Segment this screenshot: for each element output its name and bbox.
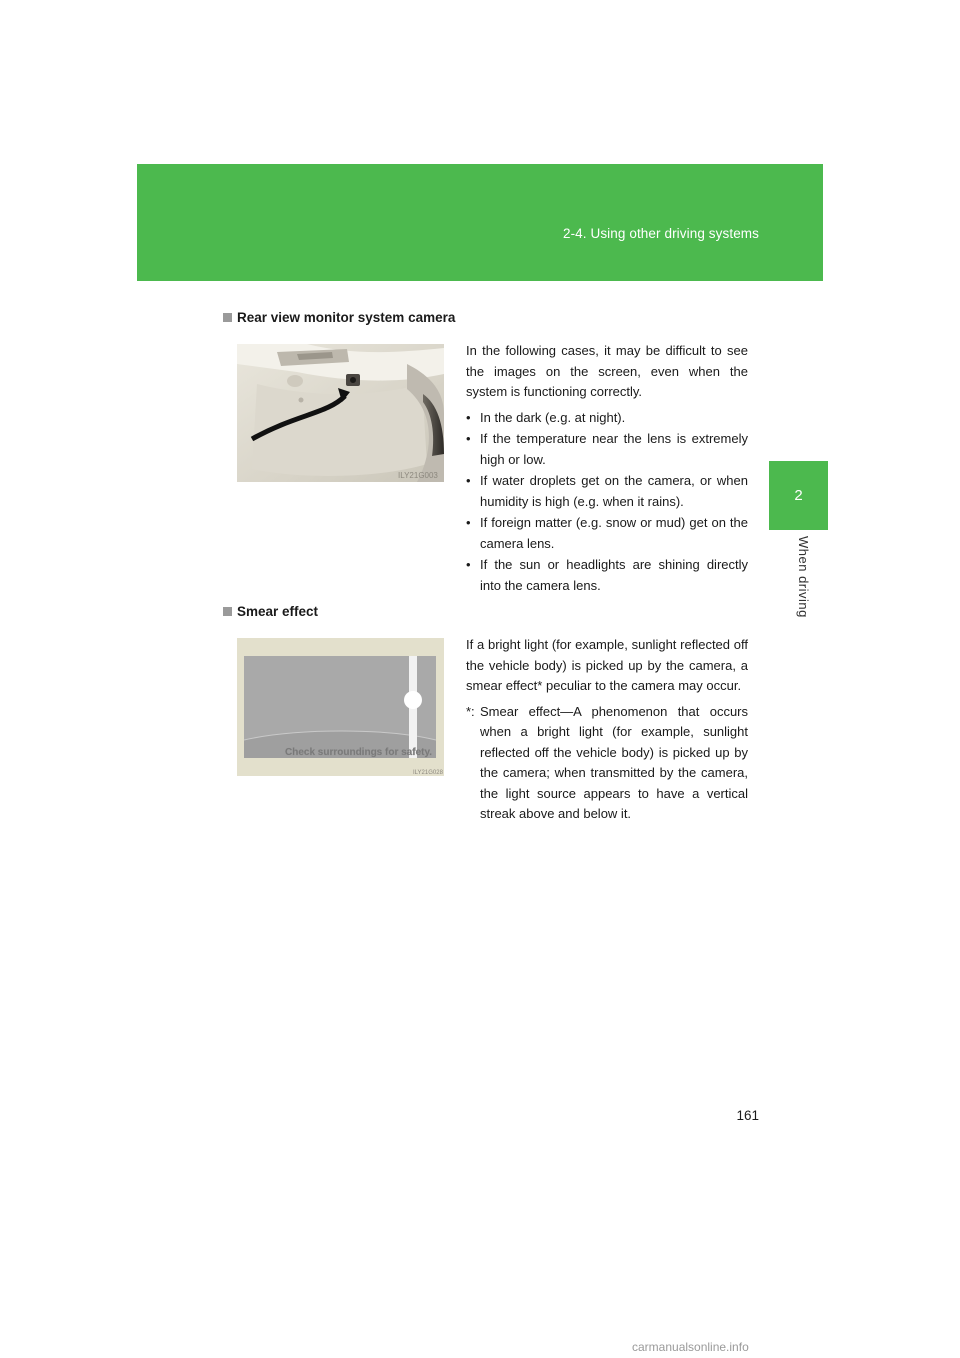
chapter-tab [769,461,828,530]
square-bullet-icon [223,607,232,616]
square-bullet-icon [223,313,232,322]
camera-illustration [237,344,444,482]
bullet-dot-icon: • [466,515,471,530]
smear-heading-text: Smear effect [237,604,319,619]
list-item: • If foreign matter (e.g. snow or mud) get on the camera lens. [466,513,748,554]
bullet-dot-icon: • [466,473,471,488]
smear-illustration [237,638,444,776]
screen-caption: Check surroundings for safety. [285,747,433,758]
camera-heading [223,310,455,325]
list-item: • If the temperature near the lens is extremely high or low. [466,429,748,470]
smear-figure [237,638,444,776]
smear-text [466,635,748,825]
header-band [137,164,823,281]
camera-figure [237,344,444,482]
section-title: 2-4. Using other driving systems [562,226,759,241]
watermark: carmanualsonline.info [632,1340,749,1354]
list-item: • In the dark (e.g. at night). [466,408,748,429]
chapter-label: When driving [796,536,811,618]
list-item: • If the sun or headlights are shining directly into the camera lens. [466,555,748,596]
smear-intro: If a bright light (for example, sunlight reflected off the vehicle body) is picked up by the camera, a smear effect* peculiar to the camera may occur. [466,637,748,693]
footnote [466,702,748,825]
camera-heading-text: Rear view monitor system camera [237,310,456,325]
camera-text [466,341,748,597]
bullet-dot-icon: • [466,409,471,425]
bullet-dot-icon: • [466,431,471,446]
bullet-dot-icon: • [466,557,471,572]
list-item: • If water droplets get on the camera, or when humidity is high (e.g. when it rains). [466,471,748,512]
footnote-mark: *: [466,703,475,719]
smear-heading [223,604,318,619]
camera-intro: In the following cases, it may be difficult to see the images on the screen, even when the system is functioning correctly. [466,343,748,399]
chapter-number: 2 [794,487,803,504]
camera-figure-code: ILY21G003 [398,471,438,480]
footnote-text: Smear effect—A phenomenon that occurs when a bright light (for example, sunlight reflected off the vehicle body) is picked up by the camera; when transmitted by the camera, the light source appears to have a vertical streak above and below it. [480,703,748,821]
smear-figure-code: ILY21G028 [413,770,443,776]
page-number: 161 [736,1108,759,1123]
